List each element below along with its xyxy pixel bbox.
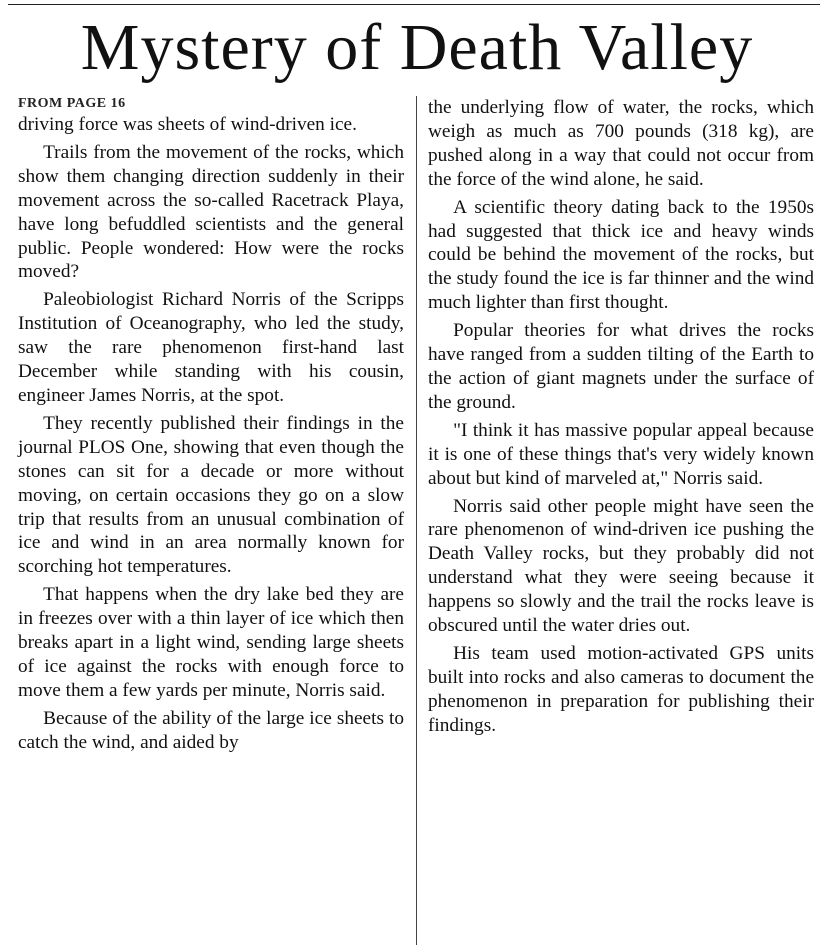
paragraph-continued: the underlying flow of water, the rocks, which weigh as much as 700 pounds (318 kg), are pushed along in a way that could not occur from the force of the wind alone, he said. — [428, 97, 814, 190]
paragraph: They recently published their findings in the journal PLOS One, showing that even though the stones can sit for a decade or more without moving, on certain occasions they go on a slow trip that results from an unusual combination of ice and wind in an area normally known for scorching hot temperatures. — [18, 412, 404, 578]
paragraph: That happens when the dry lake bed they are in freezes over with a thin layer of ice which then breaks apart in a light wind, sending large sheets of ice against the rocks with enough force to move them a few yards per minute, Norris said. — [18, 584, 404, 701]
paragraph: Norris said other people might have seen the rare phenomenon of wind-driven ice pushing the Death Valley rocks, but they probably did not understand what they were seeing because it happens so slowly and the trail the rocks leave is obscured until the water dries out. — [428, 495, 814, 637]
paragraph: "I think it has massive popular appeal because it is one of these things that's very widely known about but kind of marveled at," Norris said. — [428, 419, 814, 489]
top-rule — [8, 4, 820, 5]
paragraph: His team used motion-activated GPS units built into rocks and also cameras to document the phenomenon in preparation for publishing their findings. — [428, 642, 814, 736]
right-column — [428, 96, 814, 949]
paragraph: Popular theories for what drives the rocks have ranged from a sudden tilting of the Earth to the action of giant magnets under the surface of the ground. — [428, 320, 814, 413]
left-column — [18, 96, 404, 949]
headline: Mystery of Death Valley — [80, 11, 754, 84]
column-divider — [416, 96, 417, 945]
paragraph: Paleobiologist Richard Norris of the Scripps Institution of Oceanography, who led the study, saw the rare phenomenon first-hand last December while standing with his cousin, engineer James Norris, at the spot. — [18, 289, 404, 406]
paragraph: Because of the ability of the large ice sheets to catch the wind, and aided by — [18, 707, 404, 753]
jump-line: FROM PAGE 16 — [18, 96, 126, 111]
paragraph-continued: driving force was sheets of wind-driven ice. — [18, 114, 357, 135]
paragraph: Trails from the movement of the rocks, which show them changing direction suddenly in their movement across the so-called Racetrack Playa, have long befuddled scientists and the general public. People wondered: How were the rocks moved? — [18, 141, 404, 283]
paragraph: A scientific theory dating back to the 1950s had suggested that thick ice and heavy winds could be behind the movement of the rocks, but the study found the ice is far thinner and the wind much lighter than first thought. — [428, 196, 814, 314]
